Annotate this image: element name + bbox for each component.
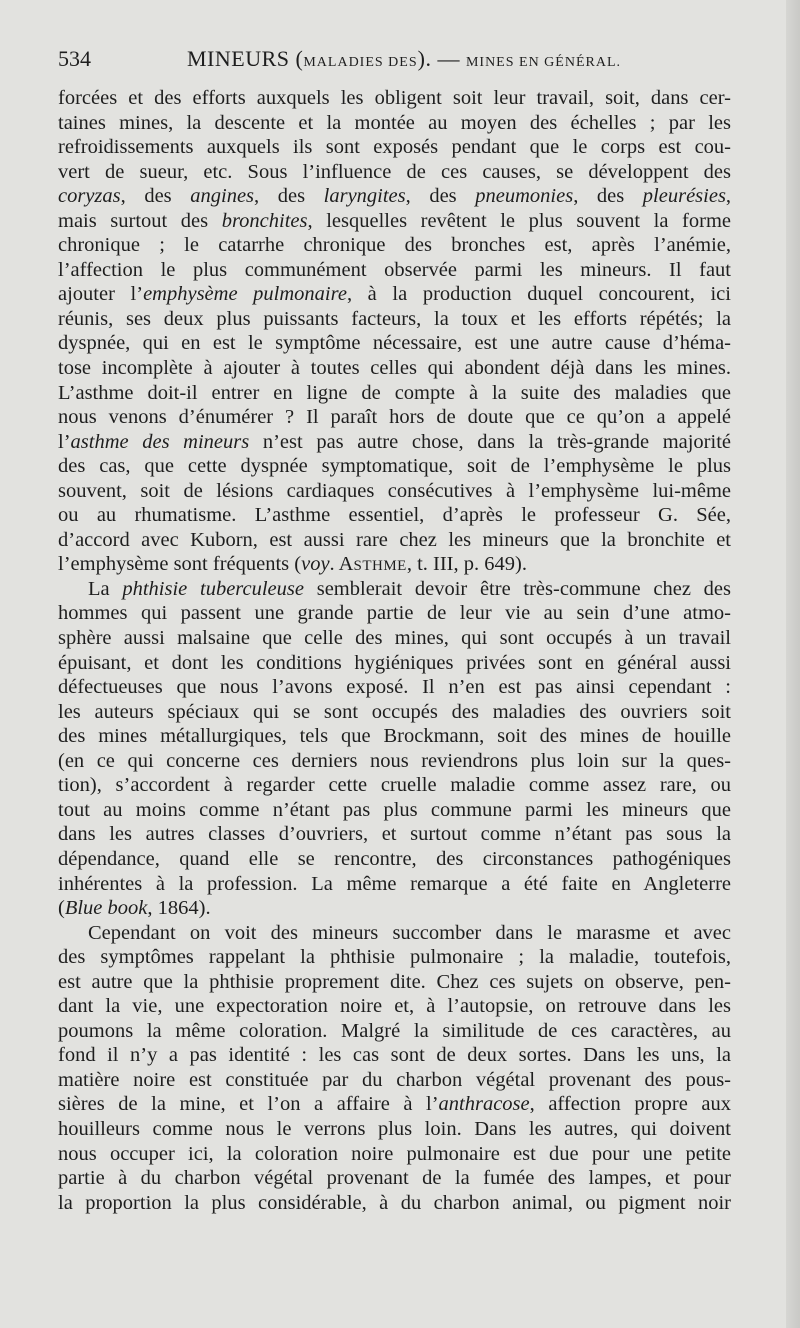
text-line [58,970,731,995]
text-run: houilleurs comme nous le verrons plus loin. Dans les autres, qui doivent [58,1117,731,1140]
text-run: , [725,185,732,208]
text-line [58,1043,731,1068]
text-line [58,577,731,602]
text-run: refroidissements auxquels ils sont exposés pendant que le corps est cou- [58,136,731,159]
text-line [58,773,731,798]
text-run: semblerait devoir être très-commune chez des [304,577,731,600]
text-line [58,135,731,160]
text-line [58,847,731,872]
text-line [58,111,731,136]
text-run: , affection propre aux [529,1093,731,1116]
text-run: d’accord avec Kuborn, est aussi rare chez les mineurs que la bronchite et [58,528,731,551]
text-run: , des [573,185,643,208]
italic-text: asthme des mineurs [70,430,250,453]
italic-text: voy [301,553,330,576]
running-title-small: MALADIES DES [303,55,418,70]
running-title-dash: — [437,46,460,71]
text-run: fond il n’y a pas identité : les cas sont de deux sortes. Dans les uns, la [58,1044,731,1067]
page-edge [786,0,800,1328]
text-run: réunis, ses deux plus puissants facteurs, la toux et les efforts répétés; la [58,307,731,330]
text-line [58,945,731,970]
text-line [58,601,731,626]
text-run: souvent, soit de lésions cardiaques consécutives à l’emphysème lui-même [58,479,731,502]
text-line [58,651,731,676]
text-line [58,307,731,332]
text-run: des mines métallurgiques, tels que Brockmann, soit des mines de houille [58,725,731,748]
text-run: des symptômes rappelant la phthisie pulmonaire ; la maladie, toutefois, [58,946,731,969]
text-line [58,1092,731,1117]
text-run: vert de sueur, etc. Sous l’influence de ces causes, se développent des [58,160,731,183]
text-run: sphère aussi malsaine que celle des mines, qui sont occupés à un travail [58,627,731,650]
text-run: les auteurs spéciaux qui se sont occupés des maladies des ouvriers soit [58,700,731,723]
text-run: , 1864). [147,897,211,920]
text-line [58,921,731,946]
text-line [58,552,731,577]
text-line [58,381,731,406]
text-run: la proportion la plus considérable, à du charbon animal, ou pigment noir [58,1191,731,1214]
text-run: dans les autres classes d’ouvriers, et surtout comme n’étant pas sous la [58,823,731,846]
italic-text: pleurésies [642,185,726,208]
text-line [58,724,731,749]
text-run: , des [254,185,324,208]
text-run: sières de la mine, et l’on a affaire à l’ [58,1093,439,1116]
text-run: l’ [58,430,71,453]
text-run: dant la vie, une expectoration noire et, à l’autopsie, on retrouve dans les [58,995,731,1018]
page-number: 534 [58,46,91,71]
text-line [58,896,731,921]
text-run: ( [58,897,65,920]
text-line [58,258,731,283]
text-run: épuisant, et dont les conditions hygiéniques privées sont en général aussi [58,651,731,674]
text-line [58,626,731,651]
text-run: mais surtout des [58,209,222,232]
text-run: est autre que la phthisie proprement dite. Chez ces sujets on observe, pen- [58,970,731,993]
text-run: dépendance, quand elle se rencontre, des circonstances pathogéniques [58,847,731,870]
text-line [58,503,731,528]
text-line [58,528,731,553]
body-text [58,86,731,1215]
text-run: tout au moins comme n’étant pas plus commune parmi les mineurs que [58,798,731,821]
text-run: l’emphysème sont fréquents ( [58,553,302,576]
text-run: ou au rhumatisme. L’asthme essentiel, d’après le professeur G. Sée, [58,504,731,527]
italic-text: anthracose [438,1093,530,1116]
text-line [58,1019,731,1044]
text-line [58,798,731,823]
running-title-close: ). [417,46,432,71]
text-run: poumons la même coloration. Malgré la similitude de ces caractères, au [58,1019,731,1042]
text-run: Cependant on voit des mineurs succomber dans le marasme et avec [88,921,731,944]
text-run: ajouter l’ [58,283,144,306]
text-run: , t. III, p. 649). [406,553,527,576]
text-run: , à la production duquel concourent, ici [346,283,731,306]
text-run: , des [120,185,191,208]
text-line [58,184,731,209]
text-line [58,405,731,430]
text-run: dyspnée, qui en est le symptôme nécessaire, est une autre cause d’héma- [58,332,731,355]
text-line [58,331,731,356]
italic-text: coryzas [58,185,121,208]
text-run: nous venons d’énumérer ? Il paraît hors de doute que ce qu’on a appelé [58,406,731,429]
italic-text: bronchites [221,209,308,232]
text-run: (en ce qui concerne ces derniers nous reviendrons plus loin sur la ques- [58,749,731,772]
italic-text: pneumonies [475,185,574,208]
text-run: , des [405,185,476,208]
text-line [58,356,731,381]
text-run: inhérentes à la profession. La même remarque a été faite en Angleterre [58,872,731,895]
italic-text: phthisie tuberculeuse [122,577,304,600]
text-run: STHME [353,558,407,575]
text-line [58,86,731,111]
text-line [58,282,731,307]
text-run: L’asthme doit-il entrer en ligne de compte à la suite des maladies que [58,381,731,404]
running-title [187,46,621,72]
text-run: l’affection le plus communément observée parmi les mineurs. Il faut [58,258,731,281]
text-run: partie à du charbon végétal provenant de la fumée des lampes, et pour [58,1167,731,1190]
text-run: nous occuper ici, la coloration noire pulmonaire est due pour une petite [58,1142,731,1165]
text-line [58,1068,731,1093]
text-line [58,1166,731,1191]
text-line [58,233,731,258]
text-run: , lesquelles revêtent le plus souvent la forme [307,209,731,232]
text-line [58,872,731,897]
text-run: tion), s’accordent à regarder cette cruelle maladie comme assez rare, ou [58,774,731,797]
text-line [58,675,731,700]
italic-text: laryngites [323,185,406,208]
text-line [58,822,731,847]
text-line [58,994,731,1019]
text-run: chronique ; le catarrhe chronique des bronches est, après l’anémie, [58,234,731,257]
text-line [58,454,731,479]
text-run: hommes qui passent une grande partie de leur vie au sein d’une atmo- [58,602,731,625]
text-run: matière noire est constituée par du charbon végétal provenant des pous- [58,1068,731,1091]
text-run: n’est pas autre chose, dans la très-grande majorité [249,430,731,453]
running-header [58,46,748,76]
text-run: des cas, que cette dyspnée symptomatique, soit de l’emphysème le plus [58,455,731,478]
text-run: tose incomplète à ajouter à toutes celles qui abondent déjà dans les mines. [58,357,731,380]
text-run: taines mines, la descente et la montée au moyen des échelles ; par les [58,111,731,134]
text-line [58,1117,731,1142]
text-line [58,1142,731,1167]
text-run: forcées et des efforts auxquels les obligent soit leur travail, soit, dans cer- [58,87,731,109]
italic-text: angines [190,185,255,208]
italic-text: Blue book [64,897,148,920]
text-line [58,1191,731,1216]
text-run: défectueuses que nous l’avons exposé. Il n’en est pas ainsi cependant : [58,676,731,699]
text-line [58,479,731,504]
running-section: MINES EN GÉNÉRAL. [465,55,621,70]
italic-text: emphysème pulmonaire [143,283,347,306]
text-line [58,160,731,185]
text-run: La [88,577,123,600]
text-line [58,209,731,234]
text-line [58,700,731,725]
text-line [58,430,731,455]
text-run: . A [329,553,354,576]
text-line [58,749,731,774]
running-title-main: MINEURS ( [187,46,304,71]
